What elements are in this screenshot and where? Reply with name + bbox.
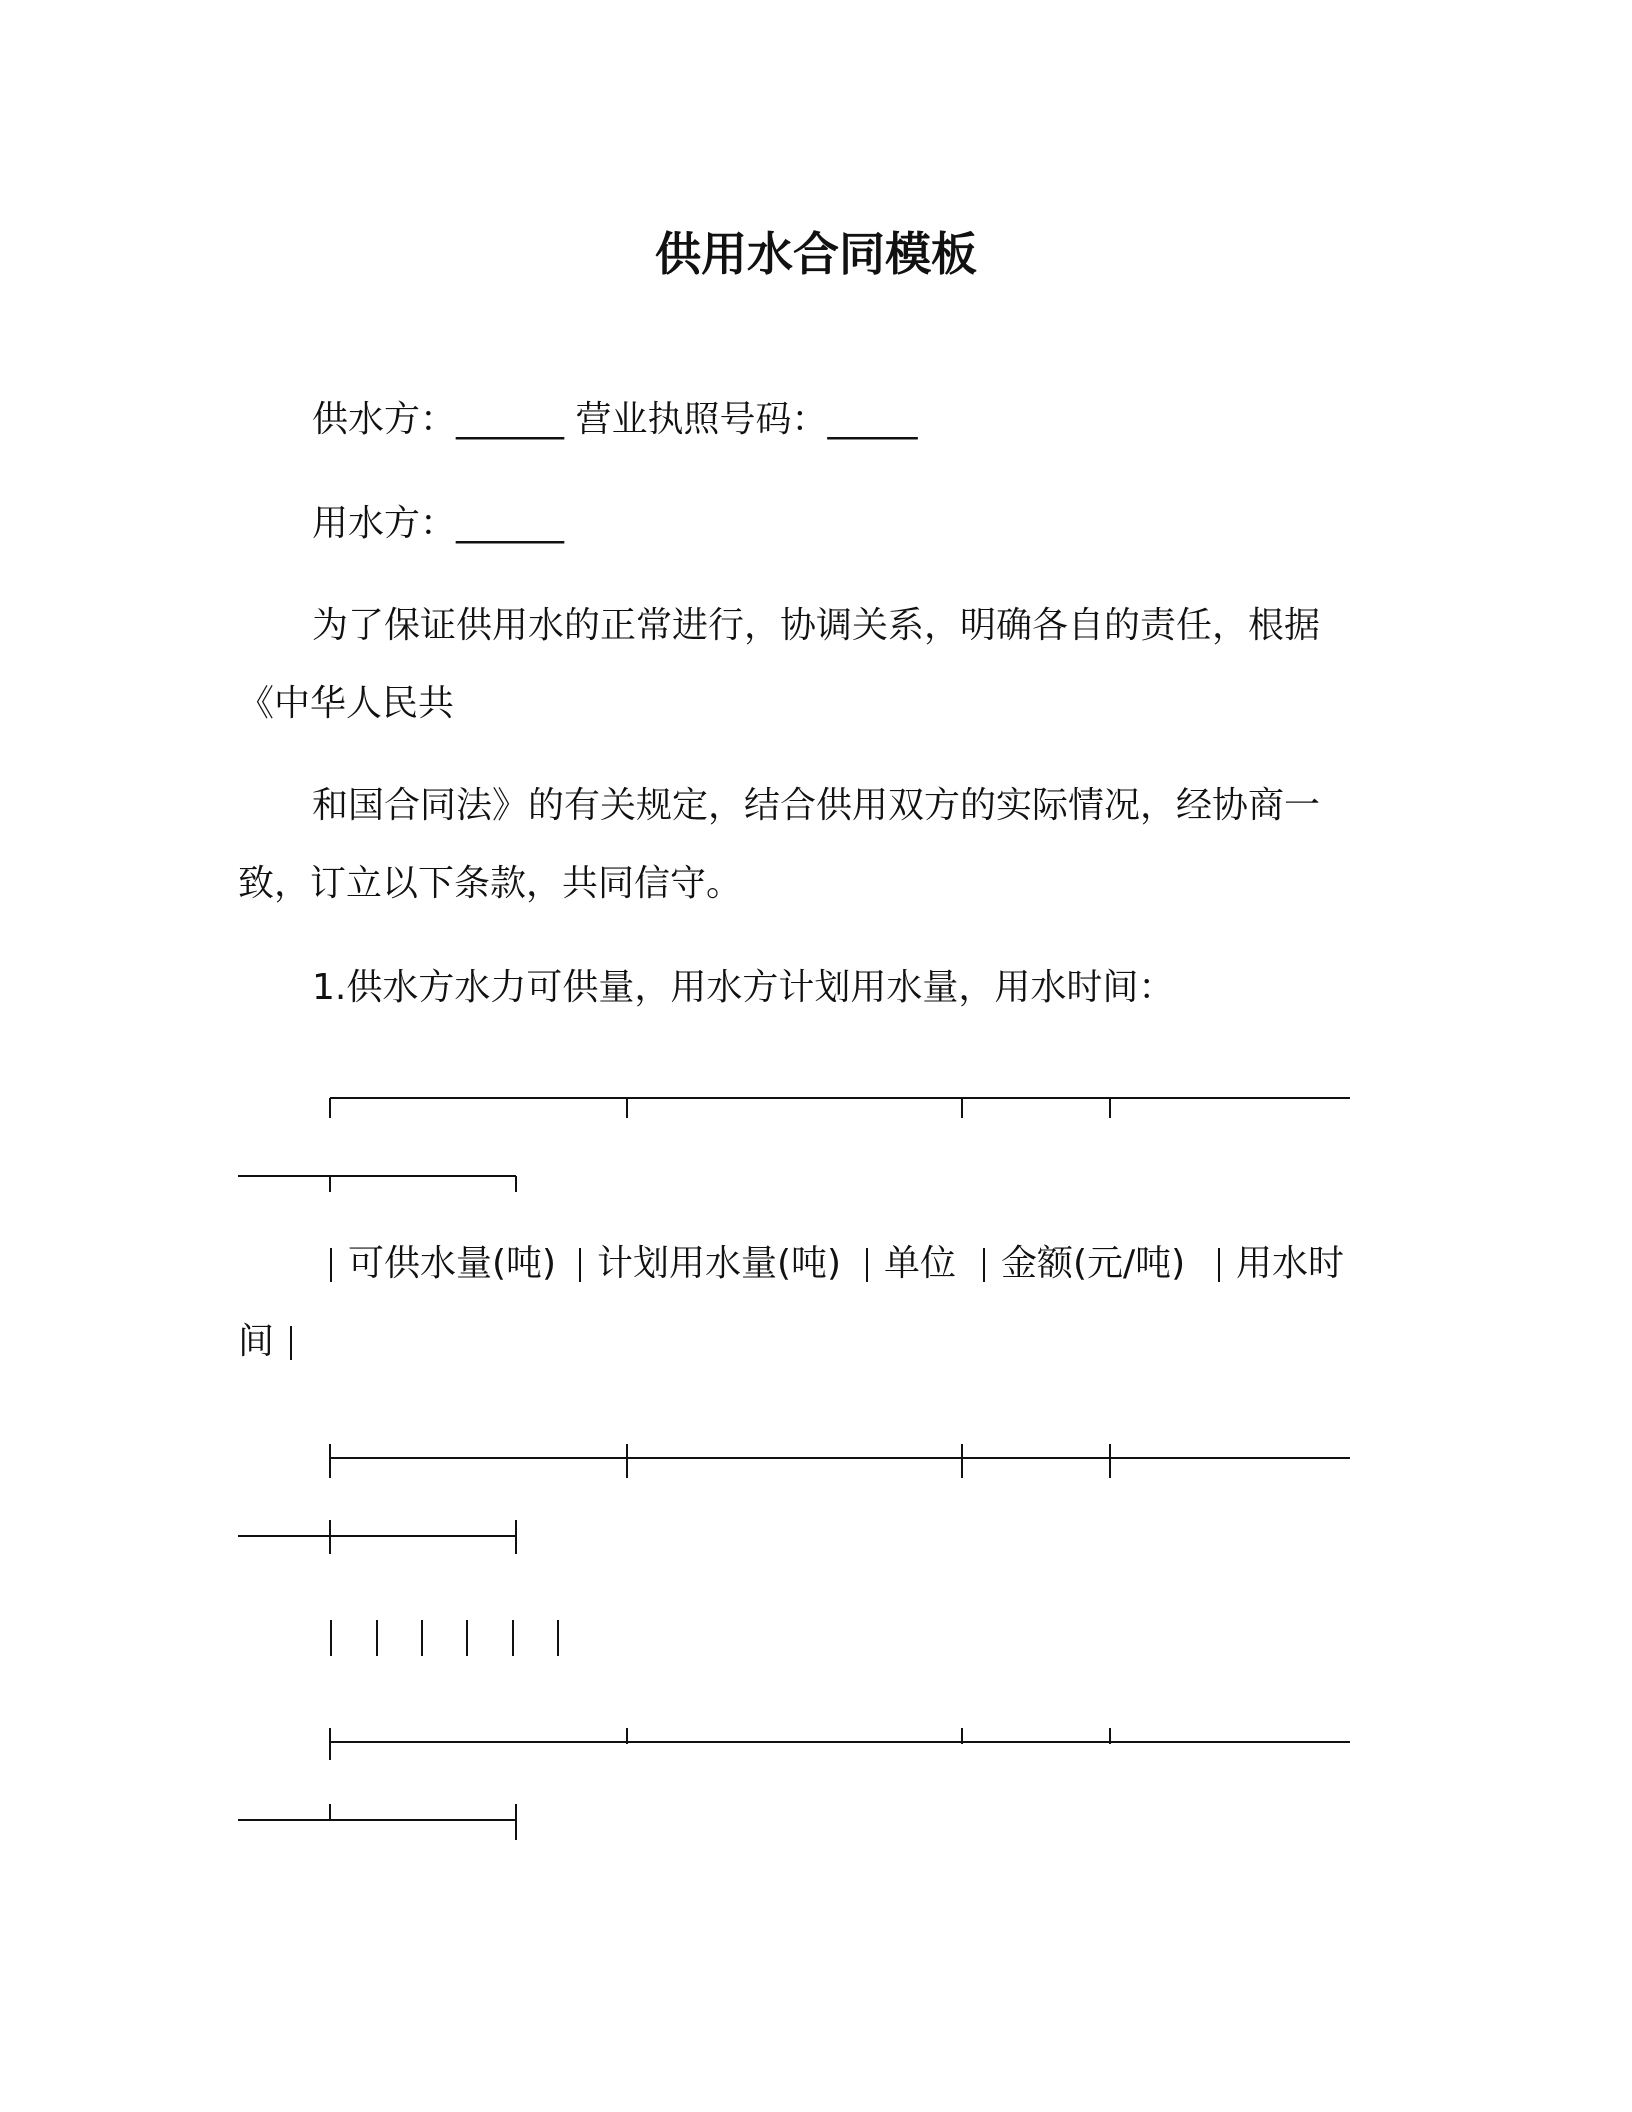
clause-1-heading: 1.供水方水力可供量，用水方计划用水量，用水时间： [312, 967, 1175, 1008]
document-title: 供用水合同模板 [655, 227, 977, 281]
header-available-water: 可供水量(吨) [348, 1243, 557, 1284]
supplier-line: 供水方：______ 营业执照号码：_____ [312, 399, 918, 440]
preamble-line-2: 《中华人民共 [238, 683, 455, 724]
header-unit: 单位 [884, 1243, 957, 1284]
preamble-line-3: 和国合同法》的有关规定，结合供用双方的实际情况，经协商一 [312, 785, 1321, 826]
user-line: 用水方：______ [312, 503, 565, 544]
header-amount: 金额(元/吨) [1001, 1243, 1186, 1284]
preamble-line-1: 为了保证供用水的正常进行，协调关系，明确各自的责任，根据 [312, 605, 1321, 646]
header-usage-time-wrap: 间 [238, 1321, 275, 1362]
header-usage-time: 用水时 [1236, 1243, 1345, 1284]
preamble-line-4: 致，订立以下条款，共同信守。 [238, 863, 743, 904]
header-planned-water: 计划用水量(吨) [597, 1243, 842, 1284]
